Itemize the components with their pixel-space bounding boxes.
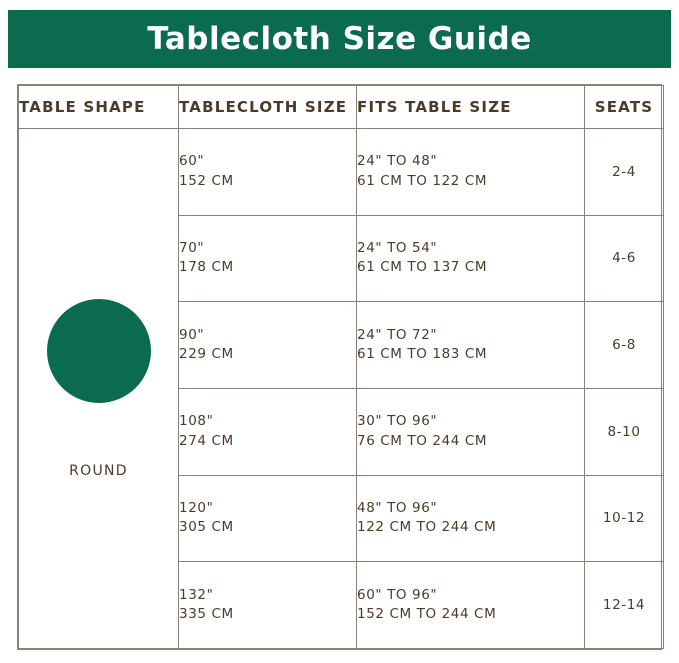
seats-cell: 10-12 (585, 475, 664, 562)
size-cm: 305 CM (179, 519, 234, 536)
fits-inches: 60" TO 96" (357, 586, 438, 603)
shape-cell-round (19, 129, 179, 649)
fits-inches: 48" TO 96" (357, 499, 438, 516)
fits-cm: 61 CM TO 122 CM (357, 172, 488, 189)
page-title: Tablecloth Size Guide (147, 21, 532, 57)
table-row (19, 129, 664, 216)
tablecloth-size-cell (179, 562, 357, 649)
table-body (19, 129, 664, 649)
fits-inches: 30" TO 96" (357, 413, 438, 430)
seats-cell: 6-8 (585, 302, 664, 389)
fits-table-size-cell (357, 475, 585, 562)
size-cm: 229 CM (179, 346, 234, 363)
seats-cell: 8-10 (585, 388, 664, 475)
column-header-table-shape: TABLE SHAPE (19, 86, 179, 129)
tablecloth-size-cell (179, 302, 357, 389)
size-inches: 60" (179, 153, 205, 170)
size-cm: 274 CM (179, 432, 234, 449)
fits-cm: 76 CM TO 244 CM (357, 432, 488, 449)
size-cm: 335 CM (179, 606, 234, 623)
seats-cell: 12-14 (585, 562, 664, 649)
fits-inches: 24" TO 72" (357, 326, 438, 343)
fits-cm: 152 CM TO 244 CM (357, 606, 497, 623)
size-inches: 120" (179, 499, 214, 516)
fits-table-size-cell (357, 388, 585, 475)
tablecloth-size-cell (179, 475, 357, 562)
fits-table-size-cell (357, 215, 585, 302)
column-header-fits-table-size: FITS TABLE SIZE (357, 86, 585, 129)
column-header-seats: SEATS (585, 86, 664, 129)
fits-inches: 24" TO 48" (357, 153, 438, 170)
column-header-tablecloth-size: TABLECLOTH SIZE (179, 86, 357, 129)
size-table (18, 85, 664, 649)
seats-cell: 4-6 (585, 215, 664, 302)
size-inches: 108" (179, 413, 214, 430)
table-header (19, 86, 664, 129)
fits-cm: 61 CM TO 137 CM (357, 259, 488, 276)
table-header-row (19, 86, 664, 129)
tablecloth-size-cell (179, 388, 357, 475)
size-cm: 152 CM (179, 172, 234, 189)
tablecloth-size-cell (179, 129, 357, 216)
size-inches: 70" (179, 239, 205, 256)
seats-cell: 2-4 (585, 129, 664, 216)
fits-table-size-cell (357, 302, 585, 389)
fits-cm: 122 CM TO 244 CM (357, 519, 497, 536)
title-banner (8, 10, 671, 68)
tablecloth-size-cell (179, 215, 357, 302)
size-inches: 132" (179, 586, 214, 603)
size-cm: 178 CM (179, 259, 234, 276)
size-table-container (17, 84, 662, 650)
fits-table-size-cell (357, 129, 585, 216)
fits-inches: 24" TO 54" (357, 239, 438, 256)
size-inches: 90" (179, 326, 205, 343)
shape-label: ROUND (69, 462, 128, 479)
circle-shape-icon (47, 299, 151, 403)
fits-cm: 61 CM TO 183 CM (357, 346, 488, 363)
fits-table-size-cell (357, 562, 585, 649)
